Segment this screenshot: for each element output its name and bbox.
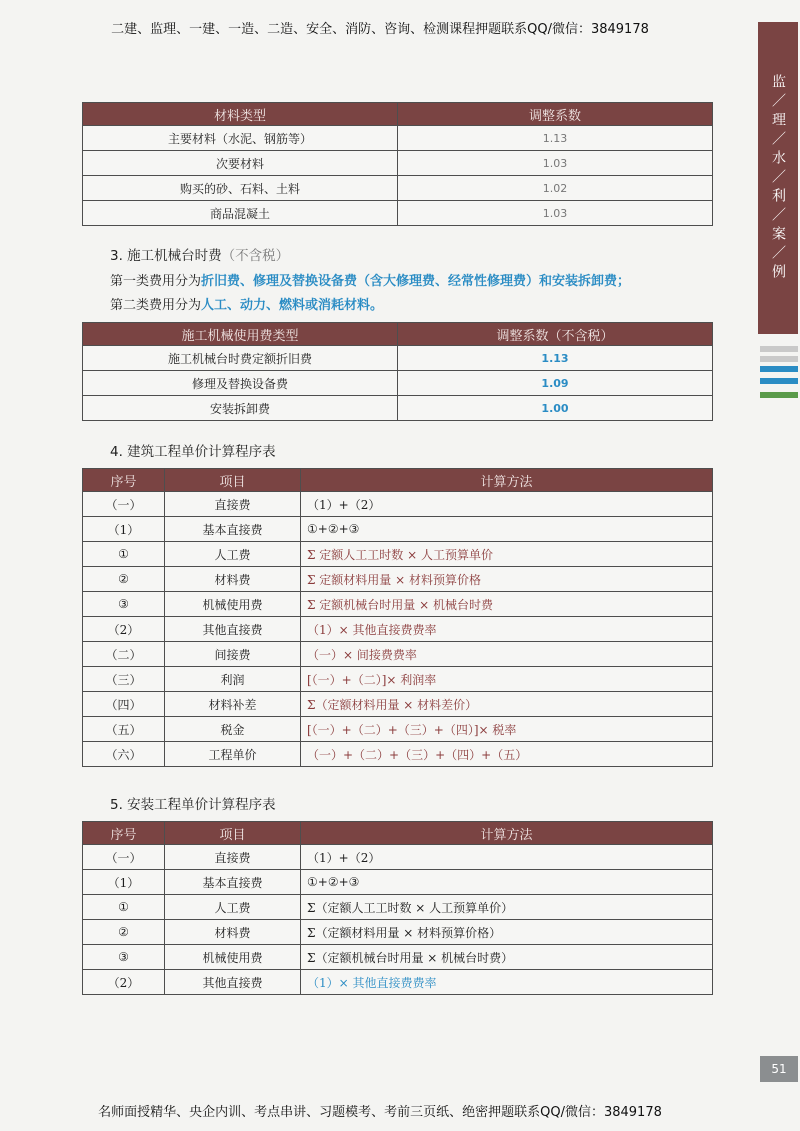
table-row [83,201,713,226]
coefficient-cell: 1.09 [398,371,713,396]
table-row [83,895,713,920]
table-header-row [83,323,713,346]
table-row [83,970,713,995]
side-stripe-blue-2 [760,378,798,384]
coefficient-cell: 1.03 [398,151,713,176]
item-cell: 间接费 [165,642,301,667]
item-cell: 其他直接费 [165,970,301,995]
table-row [83,176,713,201]
method-cell: [（一）+（二）+（三）+（四）]× 税率 [301,717,713,742]
seq-cell: （2） [83,970,165,995]
table-row [83,492,713,517]
table-row [83,920,713,945]
item-cell: 基本直接费 [165,870,301,895]
seq-cell: ② [83,567,165,592]
item-cell: 利润 [165,667,301,692]
table-row [83,517,713,542]
item-cell: 税金 [165,717,301,742]
method-cell: （一）× 间接费费率 [301,642,713,667]
item-cell: 其他直接费 [165,617,301,642]
column-header: 计算方法 [301,469,713,492]
column-header: 计算方法 [301,822,713,845]
coefficient-cell: 1.00 [398,396,713,421]
column-header: 材料类型 [83,103,398,126]
column-header: 序号 [83,822,165,845]
material-type-cell: 商品混凝土 [83,201,398,226]
side-stripe-gray-2 [760,356,798,362]
seq-cell: （一） [83,845,165,870]
building-unit-price-table [82,468,713,767]
machine-type-cell: 安装拆卸费 [83,396,398,421]
section3-title [110,244,289,264]
side-tab-label: 监／理／水／利／案／例 [770,73,786,283]
material-type-cell: 次要材料 [83,151,398,176]
material-type-cell: 主要材料（水泥、钢筋等） [83,126,398,151]
item-cell: 基本直接费 [165,517,301,542]
seq-cell: （1） [83,517,165,542]
table-row [83,371,713,396]
page-number: 51 [760,1056,798,1082]
item-cell: 人工费 [165,542,301,567]
seq-cell: （1） [83,870,165,895]
seq-cell: （五） [83,717,165,742]
coefficient-cell: 1.13 [398,346,713,371]
line1-highlight: 折旧费、修理及替换设备费（含大修理费、经常性修理费）和安装拆卸费； [201,274,631,289]
page-footer: 名师面授精华、央企内训、考点串讲、习题模考、考前三页纸、绝密押题联系QQ/微信：3849178 [98,1105,662,1120]
item-cell: 人工费 [165,895,301,920]
table-row [83,592,713,617]
item-cell: 材料费 [165,920,301,945]
table-row [83,742,713,767]
column-header: 调整系数（不含税） [398,323,713,346]
line2-prefix: 第二类费用分为 [110,298,202,313]
method-cell: Σ（定额人工工时数 × 人工预算单价） [301,895,713,920]
item-cell: 机械使用费 [165,945,301,970]
method-cell: （1）× 其他直接费费率 [301,617,713,642]
table-row [83,717,713,742]
side-stripe-green [760,392,798,398]
column-header: 调整系数 [398,103,713,126]
method-cell: Σ（定额材料用量 × 材料预算价格） [301,920,713,945]
column-header: 施工机械使用费类型 [83,323,398,346]
seq-cell: （四） [83,692,165,717]
section4-title: 4. 建筑工程单价计算程序表 [110,444,276,460]
seq-cell: ③ [83,945,165,970]
page-header: 二建、监理、一建、一造、二造、安全、消防、咨询、检测课程押题联系QQ/微信：3849178 [111,22,649,37]
method-cell: （1）+（2） [301,845,713,870]
seq-cell: （三） [83,667,165,692]
method-cell: Σ 定额机械台时用量 × 机械台时费 [301,592,713,617]
table-row [83,567,713,592]
method-cell: Σ（定额机械台时用量 × 机械台时费） [301,945,713,970]
section5-title: 5. 安装工程单价计算程序表 [110,797,276,813]
table-row [83,945,713,970]
item-cell: 机械使用费 [165,592,301,617]
table-header-row [83,103,713,126]
method-cell: （1）+（2） [301,492,713,517]
material-type-cell: 购买的砂、石料、土料 [83,176,398,201]
table-row [83,692,713,717]
seq-cell: （一） [83,492,165,517]
method-cell: Σ 定额人工工时数 × 人工预算单价 [301,542,713,567]
table-row [83,667,713,692]
item-cell: 直接费 [165,845,301,870]
table-header-row [83,469,713,492]
seq-cell: ③ [83,592,165,617]
material-coefficient-table [82,102,713,226]
column-header: 序号 [83,469,165,492]
method-cell: Σ 定额材料用量 × 材料预算价格 [301,567,713,592]
method-cell: ①+②+③ [301,870,713,895]
side-stripe-blue [760,366,798,372]
table-row [83,396,713,421]
method-cell: （1）× 其他直接费费率 [301,970,713,995]
line2-highlight: 人工、动力、燃料或消耗材料。 [201,298,384,313]
seq-cell: ① [83,895,165,920]
machine-type-cell: 施工机械台时费定额折旧费 [83,346,398,371]
section3-line1 [110,270,630,289]
method-cell: Σ（定额材料用量 × 材料差价） [301,692,713,717]
column-header: 项目 [165,469,301,492]
section3-title-text: 3. 施工机械台时费 [110,248,222,264]
section3-title-note: （不含税） [221,248,290,264]
coefficient-cell: 1.02 [398,176,713,201]
table-row [83,346,713,371]
table-row [83,845,713,870]
coefficient-cell: 1.03 [398,201,713,226]
item-cell: 工程单价 [165,742,301,767]
table-row [83,870,713,895]
line1-prefix: 第一类费用分为 [110,274,202,289]
method-cell: ①+②+③ [301,517,713,542]
install-unit-price-table [82,821,713,995]
table-row [83,542,713,567]
table-row [83,151,713,176]
side-stripe-gray-1 [760,346,798,352]
seq-cell: ② [83,920,165,945]
seq-cell: （2） [83,617,165,642]
item-cell: 材料费 [165,567,301,592]
machine-coefficient-table [82,322,713,421]
chapter-side-tab [758,22,798,334]
method-cell: [（一）+（二）]× 利润率 [301,667,713,692]
seq-cell: ① [83,542,165,567]
seq-cell: （六） [83,742,165,767]
section3-line2 [110,294,383,313]
table-row [83,642,713,667]
table-row [83,126,713,151]
method-cell: （一）+（二）+（三）+（四）+（五） [301,742,713,767]
table-row [83,617,713,642]
item-cell: 直接费 [165,492,301,517]
table-header-row [83,822,713,845]
item-cell: 材料补差 [165,692,301,717]
column-header: 项目 [165,822,301,845]
coefficient-cell: 1.13 [398,126,713,151]
machine-type-cell: 修理及替换设备费 [83,371,398,396]
seq-cell: （二） [83,642,165,667]
